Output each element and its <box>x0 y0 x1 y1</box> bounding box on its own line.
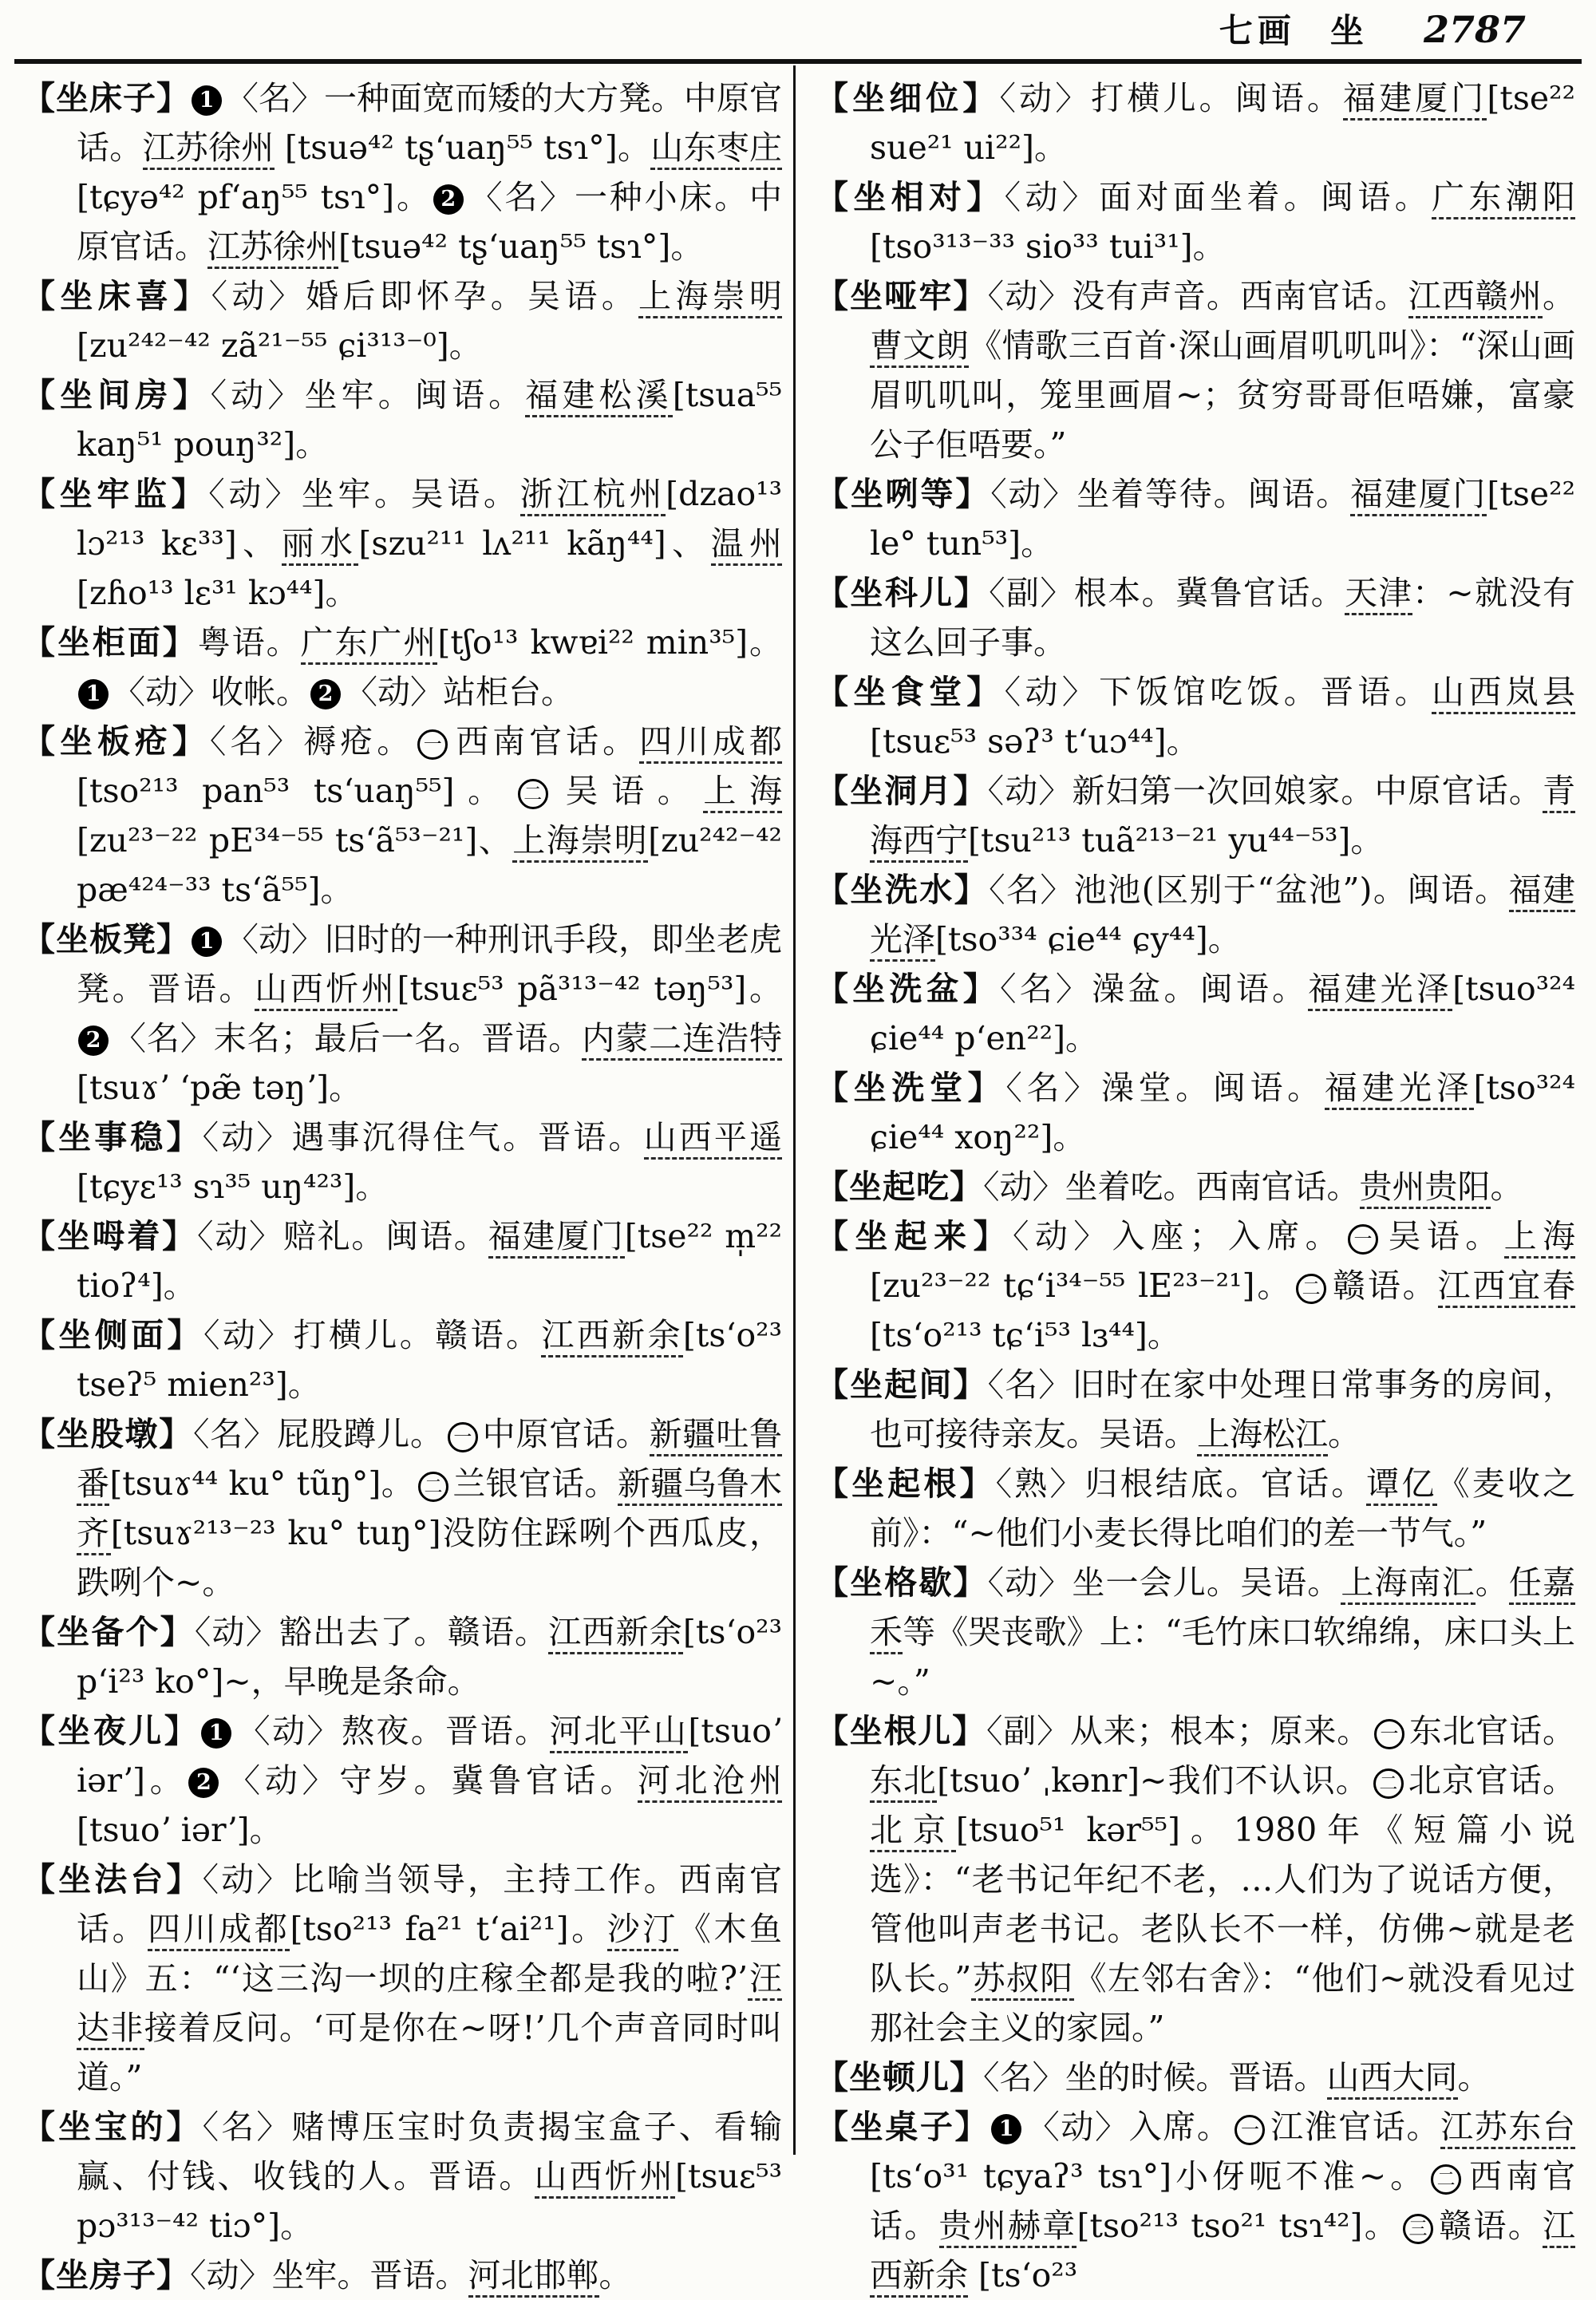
dictionary-entry <box>816 1162 1575 1211</box>
entry-headword: 【坐咧等】 <box>816 475 991 513</box>
entry-body: 〈动〉坐牢。晋语。河北邯郸。 <box>190 2256 632 2298</box>
proper-noun-mark: 江苏徐州 <box>143 128 275 170</box>
entry-headword: 【坐床喜】 <box>22 277 211 315</box>
entry-body: 〈名〉澡盆。闽语。福建光泽[tsuo³²⁴ ɕie⁴⁴ pʻen²²]。 <box>870 970 1576 1057</box>
proper-noun-mark: 河北平山 <box>550 1712 689 1753</box>
subsense-number-2: 二 <box>518 779 548 809</box>
entry-headword: 【坐细位】 <box>816 79 1000 117</box>
page-header <box>0 5 1564 54</box>
dictionary-entry <box>816 1558 1575 1706</box>
subsense-number-1: 一 <box>448 1422 478 1452</box>
entry-headword: 【坐房子】 <box>22 2256 190 2294</box>
subsense-number-1: 一 <box>417 729 448 760</box>
proper-noun-mark: 江西宜春 <box>1438 1267 1576 1308</box>
proper-noun-mark: 山西大同 <box>1327 2058 1458 2100</box>
proper-noun-mark: 山西平遥 <box>644 1118 782 1160</box>
entry-body: 〈动〉没有声音。西南官话。江西赣州。曹文朗《情歌三百首·深山画眉叽叽叫》：“深山画眉叽叽叫，笼里画眉~；贫穷哥哥佢唔嫌，富豪公子佢唔要。” <box>870 277 1576 464</box>
sense-number-1: 1 <box>192 927 222 957</box>
proper-noun-mark: 福建厦门 <box>488 1217 625 1259</box>
proper-noun-mark: 江西新余 <box>870 2207 1575 2298</box>
entry-headword: 【坐呣着】 <box>22 1217 197 1255</box>
proper-noun-mark: 上海 <box>703 772 782 813</box>
proper-noun-mark: 汪达非 <box>77 1959 782 2050</box>
entry-body: 〈名〉池池(区别于“盆池”)。闽语。福建光泽[tso³³⁴ ɕie⁴⁴ ɕy⁴⁴]。 <box>870 871 1575 962</box>
dictionary-entry <box>816 2053 1575 2102</box>
sense-number-1: 1 <box>991 2114 1021 2144</box>
entry-headword: 【坐侧面】 <box>22 1316 203 1354</box>
entry-headword: 【坐股墩】 <box>22 1415 193 1453</box>
sense-number-2: 2 <box>310 679 341 709</box>
dictionary-entry <box>816 1459 1575 1558</box>
proper-noun-mark: 河北沧州 <box>638 1761 782 1803</box>
entry-headword: 【坐事稳】 <box>22 1118 203 1156</box>
entry-headword: 【坐哑牢】 <box>816 277 988 315</box>
entry-headword: 【坐床子】 <box>22 79 190 117</box>
dictionary-entry <box>22 618 782 717</box>
proper-noun-mark: 四川成都 <box>639 722 782 764</box>
sense-number-1: 1 <box>201 1718 231 1749</box>
proper-noun-mark: 河北邯郸 <box>468 2256 599 2298</box>
proper-noun-mark: 上海 <box>1504 1217 1575 1259</box>
subsense-number-2: 二 <box>1373 1768 1404 1799</box>
entry-body: 〈动〉坐牢。闽语。福建松溪[tsua⁵⁵ kaŋ⁵¹ pouŋ³²]。 <box>77 376 783 464</box>
subsense-number-1: 一 <box>1348 1224 1378 1255</box>
proper-noun-mark: 福建光泽 <box>870 871 1575 962</box>
entry-body: 〈动〉遇事沉得住气。晋语。山西平遥[tɕyɛ¹³ sɿ³⁵ uŋ⁴²³]。 <box>77 1118 783 1206</box>
entry-body: 〈动〉比喻当领导，主持工作。西南官话。四川成都[tso²¹³ fa²¹ tʻai²¹]。沙汀《木鱼山》五：“‘这三沟一坝的庄稼全都是我的啦?’汪达非接着反问。‘可是你在~呀!’几个声音同时叫道。” <box>77 1860 783 2096</box>
entry-headword: 【坐洗水】 <box>816 871 990 909</box>
proper-noun-mark: 山西忻州 <box>255 970 397 1011</box>
dictionary-entry <box>816 469 1575 568</box>
entry-headword: 【坐法台】 <box>22 1860 203 1899</box>
entry-headword: 【坐相对】 <box>816 178 1005 216</box>
sense-number-2: 2 <box>188 1768 219 1798</box>
entry-body: 〈名〉旧时在家中处理日常事务的房间，也可接待亲友。吴语。上海松江。 <box>870 1365 1575 1456</box>
entry-headword: 【坐洗盆】 <box>816 970 1000 1008</box>
proper-noun-mark: 广东广州 <box>301 623 438 665</box>
entry-body: 〈名〉澡堂。闽语。福建光泽[tso³²⁴ ɕie⁴⁴ xoŋ²²]。 <box>870 1069 1576 1156</box>
entry-body: 〈名〉坐的时候。晋语。山西大同。 <box>983 2058 1491 2100</box>
entry-headword: 【坐板疮】 <box>22 722 210 761</box>
dictionary-entry <box>816 1063 1575 1162</box>
proper-noun-mark: 江西新余 <box>541 1316 683 1357</box>
proper-noun-mark: 青海西宁 <box>870 772 1575 863</box>
dictionary-entry <box>816 568 1575 667</box>
entry-body: 〈动〉坐着吃。西南官话。贵州贵阳。 <box>983 1168 1523 1209</box>
dictionary-entry <box>22 1112 782 1211</box>
dictionary-entry <box>816 766 1575 865</box>
subsense-number-1: 一 <box>1235 2115 1265 2145</box>
entry-headword: 【坐备个】 <box>22 1613 195 1651</box>
entry-headword: 【坐柜面】 <box>22 623 198 662</box>
right-column <box>816 73 1575 2300</box>
subsense-number-3: 三 <box>1403 2214 1433 2244</box>
entry-body: 〈动〉坐着等待。闽语。福建厦门[tse²² le° tun⁵³]。 <box>870 475 1576 563</box>
entry-body: 〈动〉豁出去了。赣语。江西新余[tsʻo²³ pʻi²³ ko°]~，早晚是条命。 <box>77 1613 783 1701</box>
entry-body: 〈动〉下饭馆吃饭。晋语。山西岚县[tsuɛ⁵³ səʔ³ tʻuɔ⁴⁴]。 <box>870 673 1576 761</box>
column-divider <box>793 65 796 2155</box>
proper-noun-mark: 贵州赫章 <box>939 2207 1077 2248</box>
proper-noun-mark: 新疆吐鲁番 <box>77 1415 782 1506</box>
proper-noun-mark: 山东枣庄 <box>650 128 782 170</box>
entry-headword: 【坐间房】 <box>22 376 211 414</box>
entry-headword: 【坐洞月】 <box>816 772 988 810</box>
entry-body: 〈动〉坐一会儿。吴语。上海南汇。任嘉禾等《哭丧歌》上：“毛竹床口软绵绵，床口头上~。” <box>870 1563 1576 1701</box>
proper-noun-mark: 江苏徐州 <box>207 227 338 269</box>
proper-noun-mark: 曹文朗 <box>870 326 969 368</box>
entry-headword: 【坐根儿】 <box>816 1712 986 1750</box>
subsense-number-2: 二 <box>418 1472 448 1502</box>
left-column <box>22 73 782 2300</box>
proper-noun-mark: 山西忻州 <box>535 2157 675 2199</box>
proper-noun-mark: 江苏东台 <box>1440 2108 1575 2149</box>
entry-body: 粤语。广东广州[tʃo¹³ kwɐi²² min³⁵]。1 〈动〉收帐。 2 〈动〉站柜台。 <box>77 623 782 711</box>
proper-noun-mark: 四川成都 <box>148 1910 290 1951</box>
dictionary-entry <box>816 865 1575 964</box>
entry-body: 1 〈动〉旧时的一种刑讯手段，即坐老虎凳。晋语。山西忻州[tsuɛ⁵³ pã³¹³⁻⁴² təŋ⁵³]。2 〈名〉末名；最后一名。晋语。内蒙二连浩特[tsuɤʼ ʻpæ̃ təŋʼ]。 <box>77 920 783 1107</box>
entry-body: 〈动〉坐牢。吴语。浙江杭州[dzao¹³ lɔ²¹³ kɛ³³]、丽水[szu²¹¹ lʌ²¹¹ kãŋ⁴⁴]、温州[zɦo¹³ lɛ³¹ kɔ⁴⁴]。 <box>77 475 783 612</box>
subsense-number-2: 二 <box>1431 2164 1461 2195</box>
dictionary-entry <box>816 964 1575 1063</box>
proper-noun-mark: 任嘉禾 <box>870 1563 1575 1654</box>
dictionary-entry <box>22 271 782 370</box>
dictionary-entry <box>22 717 782 915</box>
dictionary-entry <box>22 2102 782 2251</box>
header-rule <box>14 59 1582 64</box>
dictionary-entry <box>816 73 1575 172</box>
sense-number-1: 1 <box>78 679 109 709</box>
proper-noun-mark: 上海南汇 <box>1341 1563 1475 1605</box>
dictionary-entry <box>22 1409 782 1607</box>
dictionary-entry <box>22 469 782 618</box>
proper-noun-mark: 上海崇明 <box>638 277 782 318</box>
proper-noun-mark: 温州 <box>711 524 782 566</box>
proper-noun-mark: 江西赣州 <box>1408 277 1543 318</box>
proper-noun-mark: 江西新余 <box>548 1613 683 1654</box>
proper-noun-mark: 浙江杭州 <box>520 475 666 516</box>
dictionary-entry <box>22 1211 782 1310</box>
proper-noun-mark: 上海崇明 <box>512 821 648 863</box>
proper-noun-mark: 福建松溪 <box>525 376 673 417</box>
proper-noun-mark: 丽水 <box>282 524 359 566</box>
proper-noun-mark: 贵州贵阳 <box>1360 1168 1491 1209</box>
proper-noun-mark: 新疆乌鲁木齐 <box>77 1464 782 1555</box>
entry-body: 1 〈动〉熬夜。晋语。河北平山[tsuoʼ iərʼ]。 2 〈动〉守岁。冀鲁官话。河北沧州[tsuoʼ iərʼ]。 <box>77 1712 783 1849</box>
proper-noun-mark: 东北 <box>870 1761 937 1803</box>
dictionary-entry <box>22 915 782 1112</box>
proper-noun-mark: 福建光泽 <box>1308 970 1452 1011</box>
header-section-label: 七画 <box>1219 11 1296 50</box>
dictionary-entry <box>22 370 782 469</box>
dictionary-entry <box>22 2251 782 2300</box>
dictionary-entry <box>816 667 1575 766</box>
entry-body: 〈动〉婚后即怀孕。吴语。上海崇明[zu²⁴²⁻⁴² zã²¹⁻⁵⁵ ɕi³¹³⁻⁰]。 <box>77 277 783 365</box>
entry-headword: 【坐顿儿】 <box>816 2058 983 2096</box>
entry-body: 〈熟〉归根结底。官话。谭亿《麦收之前》：“~他们小麦长得比咱们的差一节气。” <box>870 1464 1576 1552</box>
proper-noun-mark: 福建厦门 <box>1350 475 1487 516</box>
dictionary-entry <box>22 1607 782 1706</box>
proper-noun-mark: 内蒙二连浩特 <box>582 1019 782 1061</box>
sense-number-2: 2 <box>433 184 464 215</box>
proper-noun-mark: 广东潮阳 <box>1432 178 1575 219</box>
proper-noun-mark: 上海松江 <box>1197 1415 1328 1456</box>
subsense-number-2: 二 <box>1296 1274 1326 1304</box>
dictionary-entry <box>816 1706 1575 2053</box>
proper-noun-mark: 苏叔阳 <box>971 1959 1073 2001</box>
entry-headword: 【坐宝的】 <box>22 2108 203 2146</box>
entry-headword: 【坐科儿】 <box>816 574 990 612</box>
dictionary-entry <box>816 1211 1575 1360</box>
sense-number-2: 2 <box>78 1026 109 1056</box>
dictionary-entry <box>816 172 1575 271</box>
proper-noun-mark: 沙汀 <box>607 1910 678 1951</box>
dictionary-entry <box>22 1310 782 1409</box>
subsense-number-1: 一 <box>1374 1719 1404 1749</box>
proper-noun-mark: 山西岚县 <box>1432 673 1575 714</box>
entry-body: 〈名〉赌博压宝时负责揭宝盒子、看输赢、付钱、收钱的人。晋语。山西忻州[tsuɛ⁵³ pɔ³¹³⁻⁴² tiɔ°]。 <box>77 2108 783 2245</box>
entry-body: 〈动〉打横儿。闽语。福建厦门[tse²² sue²¹ ui²²]。 <box>870 79 1576 167</box>
entry-headword: 【坐食堂】 <box>816 673 1005 711</box>
entry-body: 〈动〉面对面坐着。闽语。广东潮阳[tso³¹³⁻³³ sio³³ tui³¹]。 <box>870 178 1576 266</box>
entry-body: 〈副〉从来；根本；原来。 一 东北官话。东北[tsuoʼ ˌkənr]~我们不认识。 二 北京官话。北京[tsuo⁵¹ kər⁵⁵]。1980年《短篇小说选》：“老书记年纪不老，…人们为了说话方便，管他叫声老书记。老队长不一样，仿佛~就是老队长。”苏叔阳《左邻右舍》：“他们~就没看见过那社会主义的家园。” <box>870 1712 1576 2047</box>
dictionary-entry <box>22 73 782 271</box>
entry-body: 〈名〉褥疮。 一 西南官话。四川成都[tso²¹³ pan⁵³ tsʻuaŋ⁵⁵]。 二 吴语。上海[zu²³⁻²² pE³⁴⁻⁵⁵ tsʻã⁵³⁻²¹]、上海崇明[zu²⁴²⁻⁴² pæ⁴²⁴⁻³³ tsʻã⁵⁵]。 <box>77 722 783 909</box>
dictionary-entry <box>22 1706 782 1855</box>
entry-body: 〈动〉赔礼。闽语。福建厦门[tse²² m̩²² tioʔ⁴]。 <box>77 1217 783 1305</box>
proper-noun-mark: 天津 <box>1345 574 1412 615</box>
dictionary-entry <box>816 1360 1575 1459</box>
proper-noun-mark: 福建光泽 <box>1325 1069 1474 1110</box>
entry-headword: 【坐牢监】 <box>22 475 209 513</box>
proper-noun-mark: 谭亿 <box>1366 1464 1436 1506</box>
entry-headword: 【坐桌子】 <box>816 2108 990 2146</box>
entry-headword: 【坐起间】 <box>816 1365 988 1404</box>
entry-body: 〈动〉打横儿。赣语。江西新余[tsʻo²³ tseʔ⁵ mien²³]。 <box>77 1316 783 1404</box>
entry-body: 〈动〉新妇第一次回娘家。中原官话。青海西宁[tsu²¹³ tuã²¹³⁻²¹ yu⁴⁴⁻⁵³]。 <box>870 772 1575 863</box>
entry-headword: 【坐起来】 <box>816 1217 1013 1255</box>
proper-noun-mark: 福建厦门 <box>1343 79 1487 121</box>
dictionary-entry <box>22 1855 782 2102</box>
entry-body: 〈副〉根本。冀鲁官话。天津：~就没有这么回子事。 <box>870 574 1576 662</box>
entry-headword: 【坐格歇】 <box>816 1563 988 1602</box>
entry-headword: 【坐夜儿】 <box>22 1712 200 1750</box>
entry-body: 1 〈动〉入席。 一 江淮官话。江苏东台[tsʻo³¹ tɕyaʔ³ tsɿ°]小伢呃不准~。 二 西南官话。贵州赫章[tso²¹³ tso²¹ tsɿ⁴²]。 三 赣语。江西新余 [tsʻo²³ <box>870 2108 1575 2294</box>
dictionary-entry <box>816 2102 1575 2300</box>
entry-headword: 【坐起吃】 <box>816 1168 983 1206</box>
sense-number-1: 1 <box>192 85 222 116</box>
entry-headword: 【坐洗堂】 <box>816 1069 1006 1107</box>
proper-noun-mark: 北京 <box>870 1811 956 1852</box>
header-headword: 坐 <box>1329 11 1364 50</box>
entry-headword: 【坐板凳】 <box>22 920 190 958</box>
entry-headword: 【坐起根】 <box>816 1464 996 1503</box>
dictionary-entry <box>816 271 1575 469</box>
entry-body: 〈名〉屁股蹲儿。 一 中原官话。新疆吐鲁番[tsuɤ⁴⁴ ku° tũŋ°]。 二 兰银官话。新疆乌鲁木齐[tsuɤ²¹³⁻²³ ku° tuŋ°]没防住踩咧个西瓜皮，跌咧个~。 <box>77 1415 783 1602</box>
entry-body: 〈动〉入座；入席。 一 吴语。上海[zu²³⁻²² tɕʻi³⁴⁻⁵⁵ lE²³⁻²¹]。 二 赣语。江西宜春[tsʻo²¹³ tɕʻi⁵³ lɜ⁴⁴]。 <box>870 1217 1576 1354</box>
entry-body: 1 〈名〉一种面宽而矮的大方凳。中原官话。江苏徐州 [tsuə⁴² tʂʻuaŋ⁵⁵ tsɿ°]。山东枣庄[tɕyə⁴² pfʻaŋ⁵⁵ tsɿ°]。 2 〈名〉一种小床。中原官话。江苏徐州[tsuə⁴² tʂʻuaŋ⁵⁵ tsɿ°]。 <box>77 79 782 266</box>
page-number: 2787 <box>1423 8 1526 51</box>
